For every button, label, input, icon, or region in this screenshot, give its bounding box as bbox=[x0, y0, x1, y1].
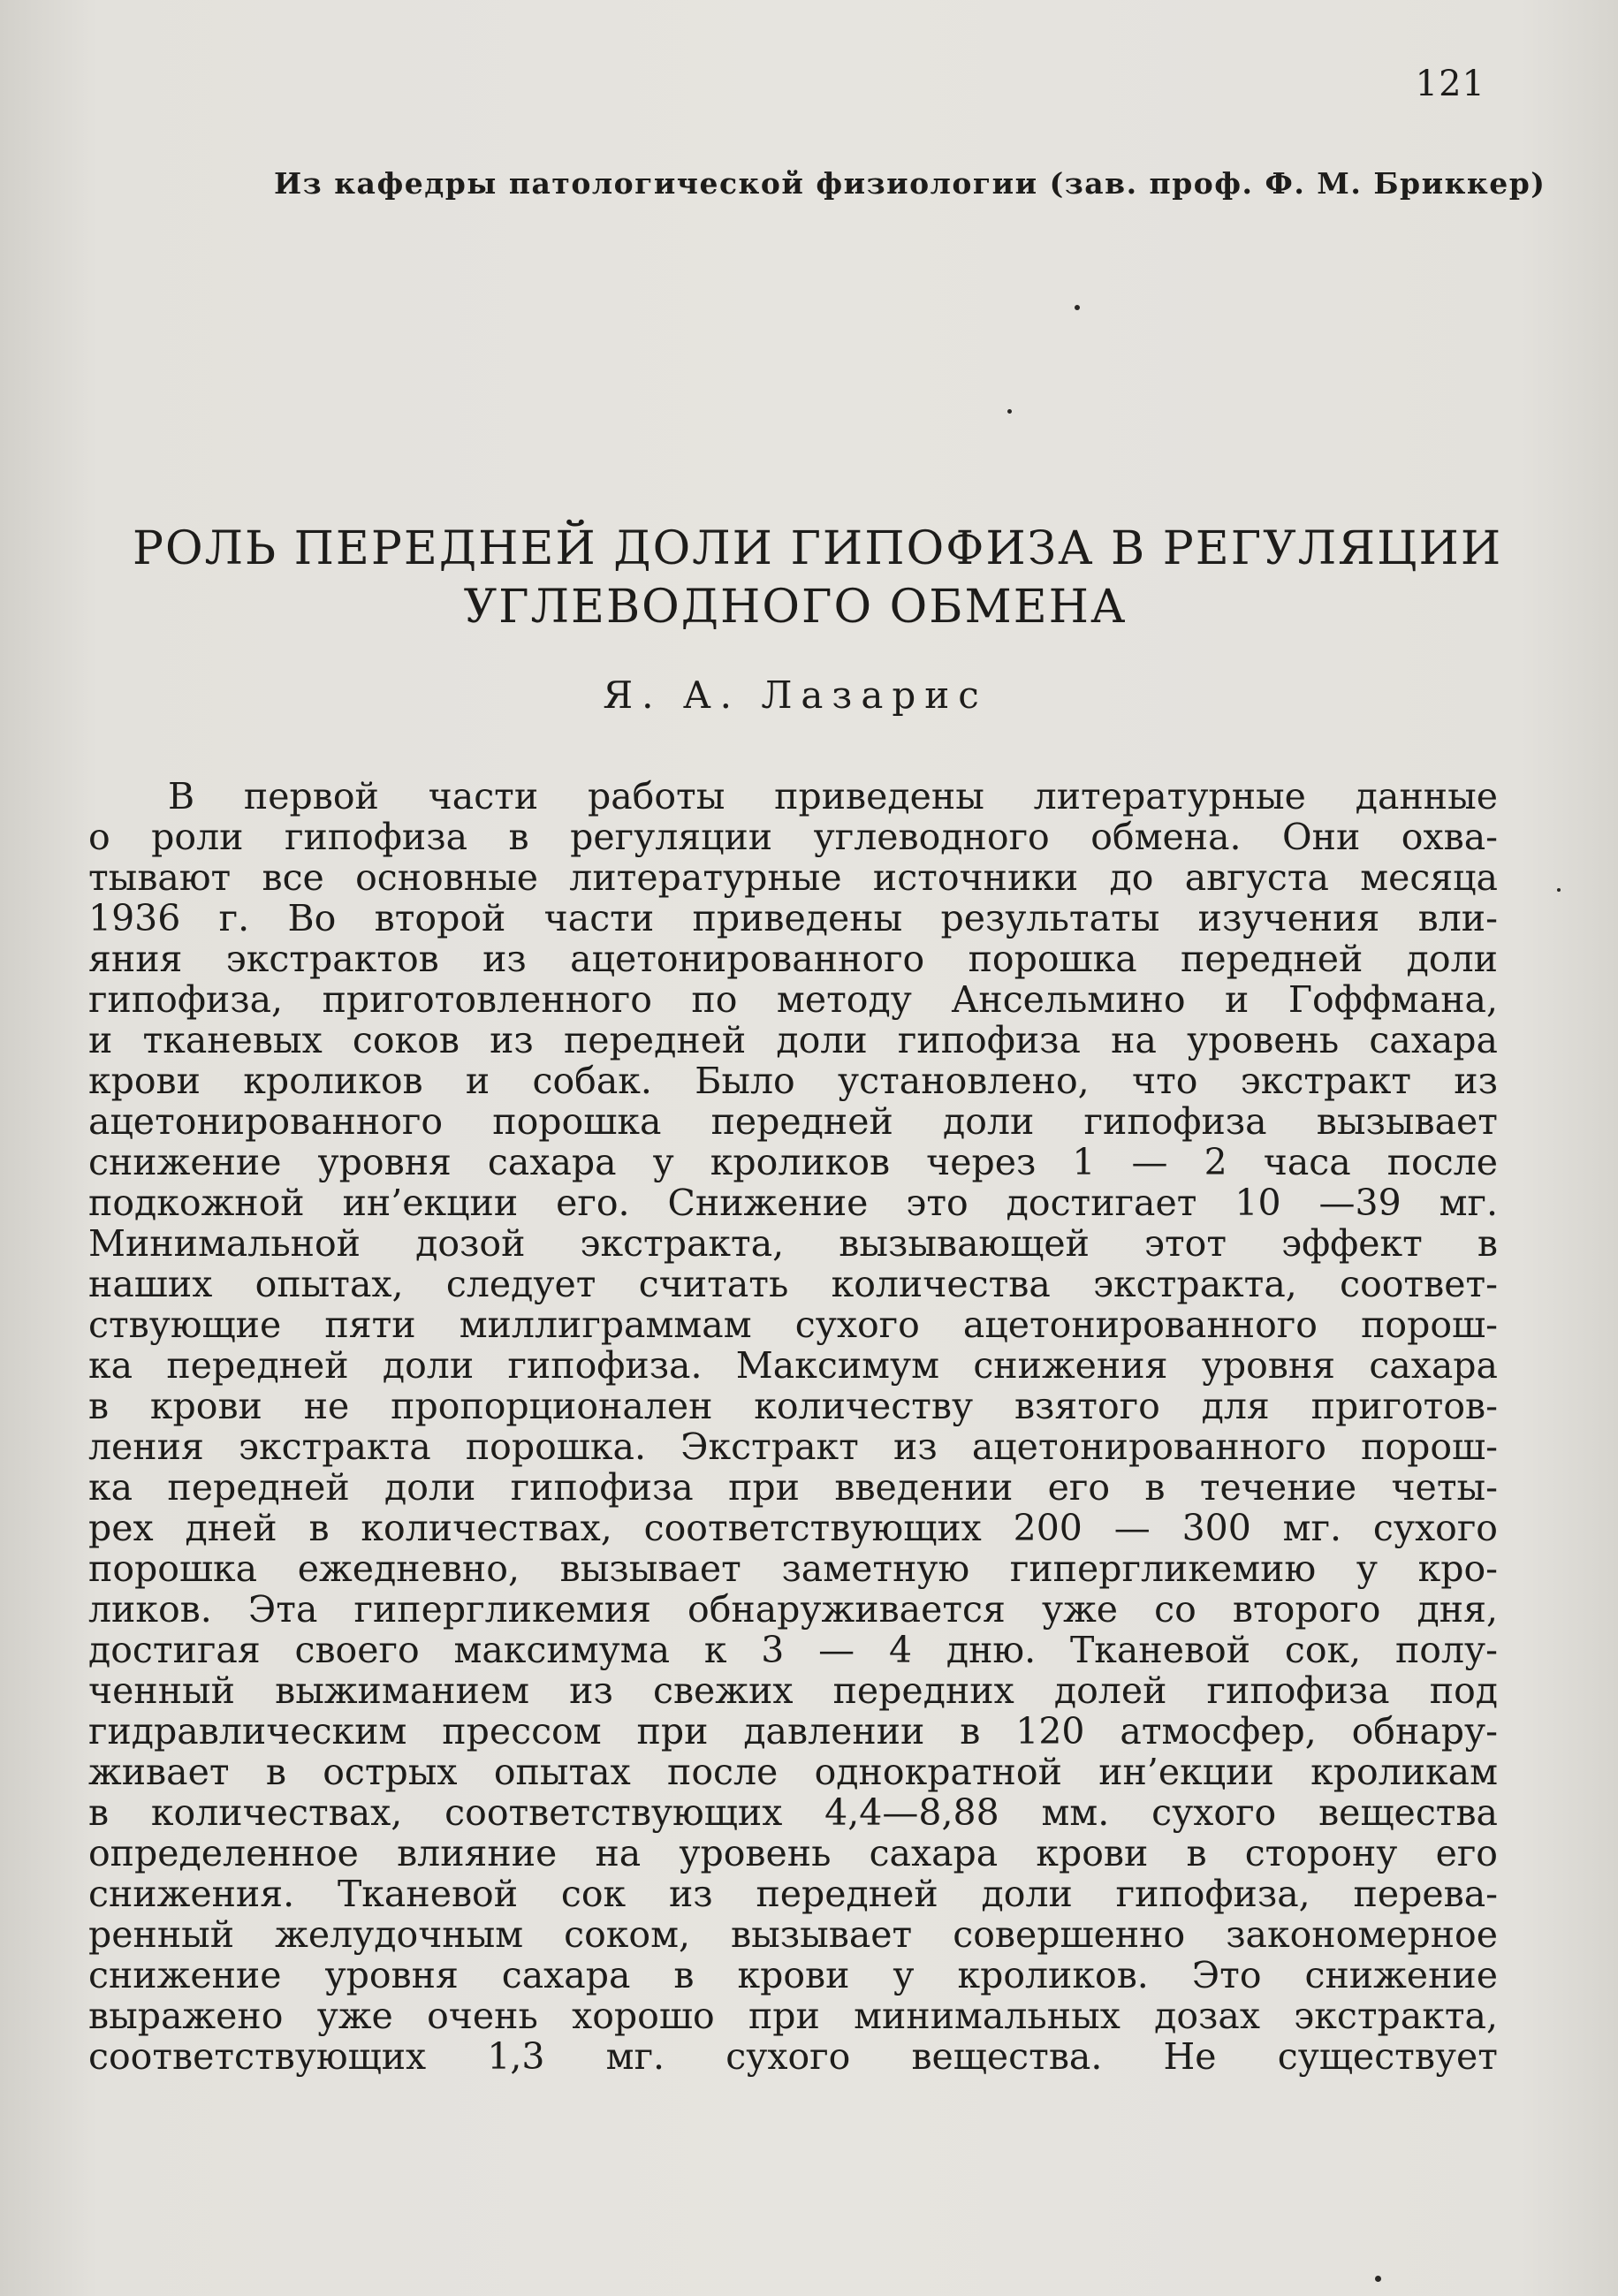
body-line: в количествах, соответствующих 4,4—8,88 мм. сухого вещества bbox=[88, 1792, 1498, 1833]
body-line: порошка ежедневно, вызывает заметную гипергликемию у кро- bbox=[88, 1548, 1498, 1589]
body-line: соответствующих 1,3 мг. сухого вещества. Не существует bbox=[88, 2036, 1498, 2077]
body-line: выражено уже очень хорошо при минимальных дозах экстракта, bbox=[88, 1996, 1498, 2036]
body-line: снижение уровня сахара в крови у кроликов. Это снижение bbox=[88, 1955, 1498, 1996]
page-number: 121 bbox=[1415, 64, 1485, 104]
body-line: ченный выжиманием из свежих передних долей гипофиза под bbox=[88, 1670, 1498, 1711]
body-line: гидравлическим прессом при давлении в 120 атмосфер, обнару- bbox=[88, 1711, 1498, 1752]
body-line: определенное влияние на уровень сахара крови в сторону его bbox=[88, 1833, 1498, 1874]
body-line: снижение уровня сахара у кроликов через 1 — 2 часа после bbox=[88, 1142, 1498, 1182]
paper-speck bbox=[1557, 888, 1561, 892]
body-line: яния экстрактов из ацетонированного порошка передней доли bbox=[88, 939, 1498, 979]
body-line: В первой части работы приведены литературные данные bbox=[168, 776, 1498, 817]
body-line: тывают все основные литературные источники до августа месяца bbox=[88, 857, 1498, 898]
body-line: ацетонированного порошка передней доли гипофиза вызывает bbox=[88, 1101, 1498, 1142]
body-line: ренный желудочным соком, вызывает совершенно закономерное bbox=[88, 1914, 1498, 1955]
body-line: в крови не пропорционален количеству взятого для приготов- bbox=[88, 1386, 1498, 1426]
body-line: о роли гипофиза в регуляции углеводного обмена. Они охва- bbox=[88, 817, 1498, 857]
paper-speck bbox=[1075, 305, 1080, 310]
body-line: ствующие пяти миллиграммам сухого ацетонированного порош- bbox=[88, 1304, 1498, 1345]
body-line: ления экстракта порошка. Экстракт из ацетонированного порош- bbox=[88, 1426, 1498, 1467]
body-line: ликов. Эта гипергликемия обнаруживается уже со второго дня, bbox=[88, 1589, 1498, 1630]
body-line: подкожной ин’екции его. Снижение это достигает 10 —39 мг. bbox=[88, 1182, 1498, 1223]
title-line: РОЛЬ ПЕРЕДНЕЙ ДОЛИ ГИПОФИЗА В РЕГУЛЯЦИИ bbox=[133, 522, 1503, 575]
paper-speck bbox=[1375, 2276, 1381, 2282]
body-line: достигая своего максимума к 3 — 4 дню. Тканевой сок, полу- bbox=[88, 1630, 1498, 1670]
body-line: рех дней в количествах, соответствующих 200 — 300 мг. сухого bbox=[88, 1508, 1498, 1548]
author-name: Я. А. Лазарис bbox=[603, 673, 988, 717]
body-line: снижения. Тканевой сок из передней доли гипофиза, перева- bbox=[88, 1874, 1498, 1914]
body-line: гипофиза, приготовленного по методу Ансельмино и Гоффмана, bbox=[88, 979, 1498, 1020]
body-line: Минимальной дозой экстракта, вызывающей этот эффект в bbox=[88, 1223, 1498, 1264]
body-line: 1936 г. Во второй части приведены результаты изучения вли- bbox=[88, 898, 1498, 939]
body-line: крови кроликов и собак. Было установлено, что экстракт из bbox=[88, 1061, 1498, 1101]
body-line: ка передней доли гипофиза при введении его в течение четы- bbox=[88, 1467, 1498, 1508]
abstract-body bbox=[88, 776, 1498, 2077]
paper-speck bbox=[1007, 409, 1012, 414]
body-line: наших опытах, следует считать количества экстракта, соответ- bbox=[88, 1264, 1498, 1304]
body-line: живает в острых опытах после однократной ин’екции кроликам bbox=[88, 1752, 1498, 1792]
affiliation-line: Из кафедры патологической физиологии (зав. проф. Ф. М. Бриккер) bbox=[274, 166, 1546, 201]
title-line: УГЛЕВОДНОГО ОБМЕНА bbox=[463, 581, 1128, 634]
body-line: ка передней доли гипофиза. Максимум снижения уровня сахара bbox=[88, 1345, 1498, 1386]
body-line: и тканевых соков из передней доли гипофиза на уровень сахара bbox=[88, 1020, 1498, 1061]
article-title bbox=[133, 520, 1503, 636]
